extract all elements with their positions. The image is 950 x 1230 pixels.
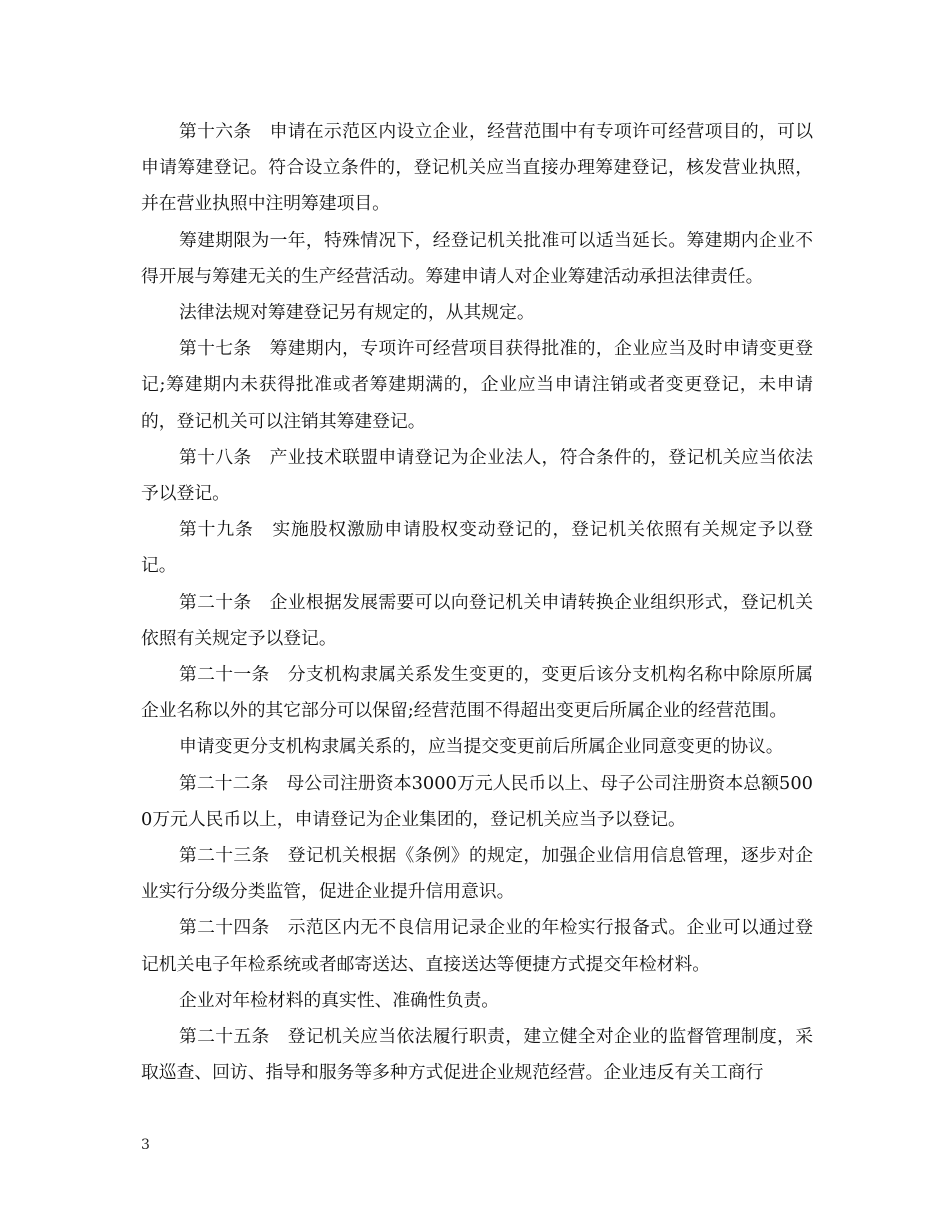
paragraph-article-16: 第十六条 申请在示范区内设立企业，经营范围中有专项许可经营项目的，可以申请筹建登记。符合设立条件的，登记机关应当直接办理筹建登记，核发营业执照，并在营业执照中注明筹建项目。 — [141, 121, 813, 215]
paragraph-article-25: 第二十五条 登记机关应当依法履行职责，建立健全对企业的监督管理制度，采取巡查、回访、指导和服务等多种方式促进企业规范经营。企业违反有关工商行 — [141, 1026, 813, 1084]
paragraph-article-21: 第二十一条 分支机构隶属关系发生变更的，变更后该分支机构名称中除原所属企业名称以外的其它部分可以保留;经营范围不得超出变更后所属企业的经营范围。 — [141, 664, 813, 722]
paragraph-article-23: 第二十三条 登记机关根据《条例》的规定，加强企业信用信息管理，逐步对企业实行分级分类监管，促进企业提升信用意识。 — [141, 845, 813, 903]
paragraph-article-18: 第十八条 产业技术联盟申请登记为企业法人，符合条件的，登记机关应当依法予以登记。 — [141, 446, 813, 505]
paragraph-article-20: 第二十条 企业根据发展需要可以向登记机关申请转换企业组织形式，登记机关依照有关规定予以登记。 — [141, 591, 813, 649]
paragraph-branch-change-agreement: 申请变更分支机构隶属关系的，应当提交变更前后所属企业同意变更的协议。 — [179, 736, 784, 758]
document-body — [141, 114, 813, 1091]
paragraph-article-22: 第二十二条 母公司注册资本3000万元人民币以上、母子公司注册资本总额5000万元人民币以上，申请登记为企业集团的，登记机关应当予以登记。 — [141, 772, 813, 830]
paragraph-article-19: 第十九条 实施股权激励申请股权变动登记的，登记机关依照有关规定予以登记。 — [141, 519, 813, 577]
page-number: 3 — [141, 1137, 150, 1153]
paragraph-preparation-period: 筹建期限为一年，特殊情况下，经登记机关批准可以适当延长。筹建期内企业不得开展与筹建无关的生产经营活动。筹建申请人对企业筹建活动承担法律责任。 — [141, 229, 813, 287]
paragraph-article-17: 第十七条 筹建期内，专项许可经营项目获得批准的，企业应当及时申请变更登记;筹建期内未获得批准或者筹建期满的，企业应当申请注销或者变更登记，未申请的，登记机关可以注销其筹建登记。 — [141, 338, 813, 432]
paragraph-annual-inspection-responsibility: 企业对年检材料的真实性、准确性负责。 — [179, 989, 500, 1011]
paragraph-laws-provision: 法律法规对筹建登记另有规定的，从其规定。 — [179, 302, 535, 324]
paragraph-article-24: 第二十四条 示范区内无不良信用记录企业的年检实行报备式。企业可以通过登记机关电子年检系统或者邮寄送达、直接送达等便捷方式提交年检材料。 — [141, 917, 813, 975]
